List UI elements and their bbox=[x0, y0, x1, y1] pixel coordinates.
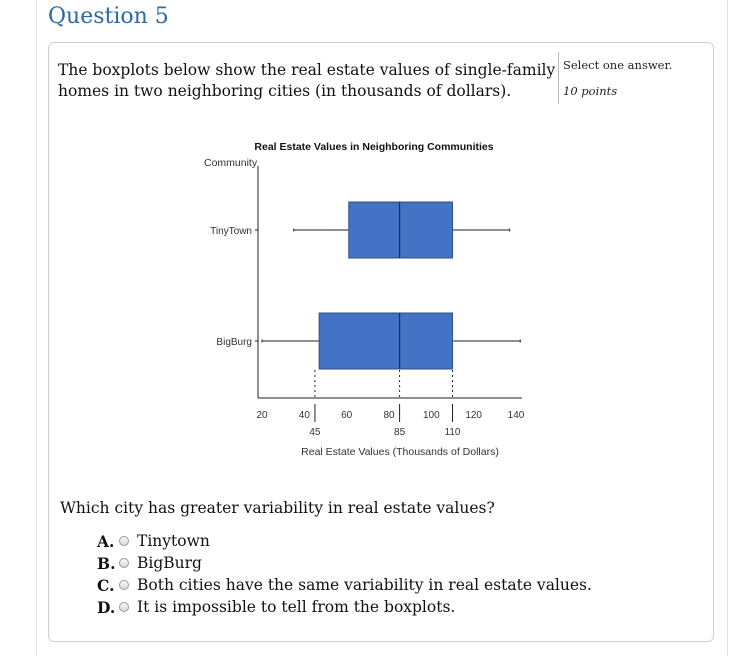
answer-info-panel bbox=[558, 52, 672, 104]
x-tick-label: 60 bbox=[341, 410, 353, 421]
x-tick-label: 100 bbox=[422, 410, 440, 421]
reference-value-label: 45 bbox=[309, 427, 321, 438]
answer-letter: D. bbox=[97, 597, 116, 617]
question-prompt: Which city has greater variability in real estate values? bbox=[60, 499, 495, 517]
answer-option-b[interactable] bbox=[97, 552, 592, 574]
answer-text: BigBurg bbox=[137, 554, 202, 572]
answer-list bbox=[97, 530, 592, 618]
question-stem: The boxplots below show the real estate values of single-family homes in two neighboring cities (in thousands of dollars). bbox=[58, 61, 556, 100]
answer-option-d[interactable] bbox=[97, 596, 592, 618]
reference-value-label: 85 bbox=[394, 427, 406, 438]
reference-value-label: 110 bbox=[444, 427, 461, 438]
x-tick-label: 140 bbox=[507, 410, 525, 421]
box-iqr bbox=[319, 313, 452, 369]
answer-letter: C. bbox=[97, 575, 115, 595]
x-axis-label: Real Estate Values (Thousands of Dollars) bbox=[301, 446, 499, 458]
radio-button[interactable] bbox=[119, 536, 129, 546]
points-label: 10 points bbox=[563, 84, 618, 98]
x-tick-label: 120 bbox=[465, 410, 483, 421]
x-tick-label: 80 bbox=[383, 410, 395, 421]
x-tick-label: 40 bbox=[298, 410, 310, 421]
answer-text: Both cities have the same variability in real estate values. bbox=[137, 576, 592, 594]
box-iqr bbox=[349, 202, 453, 258]
boxplot-chart bbox=[190, 132, 550, 472]
select-instruction: Select one answer. bbox=[563, 58, 673, 72]
answer-option-c[interactable] bbox=[97, 574, 592, 596]
y-axis-label: Community bbox=[204, 157, 258, 169]
category-label: TinyTown bbox=[210, 226, 252, 237]
answer-text: Tinytown bbox=[137, 532, 210, 550]
radio-button[interactable] bbox=[119, 558, 129, 568]
question-title: Question 5 bbox=[48, 4, 169, 29]
category-label: BigBurg bbox=[216, 337, 252, 348]
radio-button[interactable] bbox=[119, 580, 129, 590]
answer-letter: B. bbox=[97, 553, 116, 573]
chart-title: Real Estate Values in Neighboring Communities bbox=[254, 141, 494, 153]
x-tick-label: 20 bbox=[256, 410, 268, 421]
answer-letter: A. bbox=[97, 531, 115, 551]
answer-option-a[interactable] bbox=[97, 530, 592, 552]
radio-button[interactable] bbox=[119, 602, 129, 612]
answer-text: It is impossible to tell from the boxplots. bbox=[137, 598, 456, 616]
